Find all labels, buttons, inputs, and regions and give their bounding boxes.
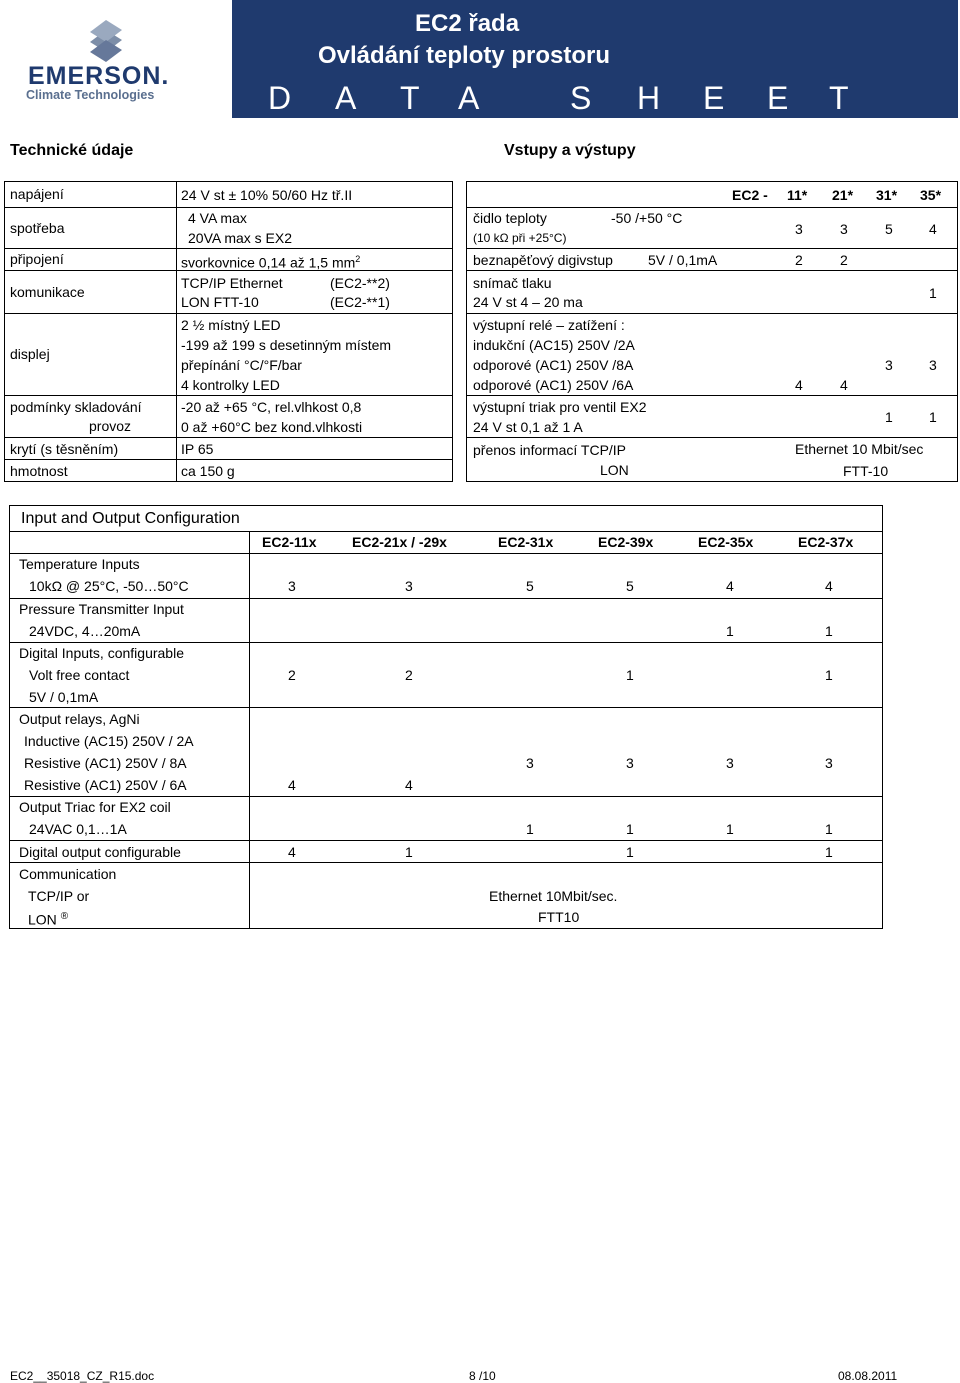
banner-letter: D: [268, 80, 292, 116]
config-col-header: EC2-21x / -29x: [352, 534, 447, 550]
row-divider: [10, 796, 882, 797]
config-relay-label: Output relays, AgNi: [19, 711, 140, 727]
value-komunikace-2-model: (EC2-**1): [330, 294, 390, 310]
io-cidlo-spec: (10 kΩ při +25°C): [473, 231, 567, 245]
config-temp-spec: 10kΩ @ 25°C, -50…50°C: [29, 578, 189, 594]
label-komunikace: komunikace: [10, 284, 85, 300]
config-temp-label: Temperature Inputs: [19, 556, 140, 572]
value-displej-2: -199 až 199 s desetinným místem: [181, 337, 392, 353]
row-divider: [5, 437, 452, 438]
row-divider: [10, 642, 882, 643]
row-divider: [5, 395, 452, 396]
config-temp-value: 3: [405, 578, 413, 594]
value-podminky-1: -20 až +65 °C, rel.vlhkost 0,8: [181, 399, 362, 415]
row-divider: [467, 270, 957, 271]
value-kryti: IP 65: [181, 441, 214, 457]
config-comm-label: Communication: [19, 866, 117, 882]
series-title: EC2 řada: [415, 10, 520, 37]
config-digout-value: 1: [405, 844, 413, 860]
io-rele-resistive-8a: odporové (AC1) 250V /8A: [473, 357, 634, 373]
value-spotreba-1: 4 VA max: [188, 210, 247, 226]
io-prenos-lon: LON: [600, 462, 629, 478]
io-label-triak: výstupní triak pro ventil EX2: [473, 399, 647, 415]
config-triac-value: 1: [726, 821, 734, 837]
io-prenos-ftt: FTT-10: [843, 463, 889, 479]
label-provoz: provoz: [89, 418, 132, 434]
io-cidlo-value: 4: [929, 221, 937, 237]
config-relay-8a-value: 3: [726, 755, 734, 771]
config-relay-inductive: Inductive (AC15) 250V / 2A: [24, 733, 194, 749]
row-divider: [10, 531, 882, 532]
value-podminky-2: 0 až +60°C bez kond.vlhkosti: [181, 419, 363, 435]
io-rele-6a-value: 4: [795, 377, 803, 393]
config-digin-label: Digital Inputs, configurable: [19, 645, 184, 661]
row-divider: [5, 313, 452, 314]
io-label-digivstup: beznapěťový digivstup: [473, 252, 613, 268]
row-divider: [5, 459, 452, 460]
config-triac-value: 1: [526, 821, 534, 837]
row-divider: [467, 437, 957, 438]
config-digin-value: 2: [405, 667, 413, 683]
row-divider: [467, 313, 957, 314]
config-digout-value: 4: [288, 844, 296, 860]
config-pressure-spec: 24VDC, 4…20mA: [29, 623, 141, 639]
label-podminky: podmínky skladování: [10, 399, 142, 415]
value-komunikace-1: TCP/IP Ethernet: [181, 275, 283, 291]
config-digin-spec-1: Volt free contact: [29, 667, 130, 683]
io-prenos-ethernet: Ethernet 10 Mbit/sec: [795, 441, 924, 457]
io-label-prenos: přenos informací TCP/IP: [473, 442, 627, 458]
value-napajeni: 24 V st ± 10% 50/60 Hz tř.II: [181, 187, 353, 203]
config-temp-value: 4: [825, 578, 833, 594]
config-col-header: EC2-31x: [498, 534, 554, 550]
config-temp-value: 5: [526, 578, 534, 594]
io-digivstup-value: 2: [840, 252, 848, 268]
config-relay-8a-value: 3: [825, 755, 833, 771]
label-spotreba: spotřeba: [10, 220, 65, 236]
config-col-header: EC2-11x: [262, 534, 317, 550]
io-label-cidlo: čidlo teploty: [473, 210, 547, 226]
row-divider: [10, 707, 882, 708]
footer-date: 08.08.2011: [838, 1369, 898, 1383]
footer-document-id: EC2__35018_CZ_R15.doc: [10, 1369, 155, 1383]
config-relay-resistive-6a: Resistive (AC1) 250V / 6A: [24, 777, 187, 793]
config-triac-value: 1: [626, 821, 634, 837]
io-rele-resistive-6a: odporové (AC1) 250V /6A: [473, 377, 634, 393]
value-displej-1: 2 ½ místný LED: [181, 317, 281, 333]
io-snimac-spec: 24 V st 4 – 20 ma: [473, 294, 583, 310]
value-displej-3: přepínání °C/°F/bar: [181, 357, 302, 373]
row-divider: [5, 207, 452, 208]
config-title: Input and Output Configuration: [21, 510, 240, 527]
io-triak-value: 1: [885, 409, 893, 425]
io-header-col: 31*: [876, 187, 898, 203]
logo-area: [0, 0, 232, 118]
config-triac-spec: 24VAC 0,1…1A: [29, 821, 127, 837]
config-comm-ftt: FTT10: [538, 909, 580, 925]
footer-page-number: 8 /10: [469, 1369, 496, 1383]
banner-letter: T: [400, 80, 420, 116]
brand-name: EMERSON.: [28, 62, 170, 90]
value-hmotnost: ca 150 g: [181, 463, 235, 479]
io-rele-8a-value: 3: [929, 357, 937, 373]
row-divider: [10, 598, 882, 599]
table-border: [9, 505, 883, 929]
section-heading-io: Vstupy a výstupy: [504, 142, 636, 159]
io-cidlo-value: 5: [885, 221, 893, 237]
label-kryti: krytí (s těsněním): [10, 441, 119, 457]
config-digin-value: 1: [825, 667, 833, 683]
config-digin-spec-2: 5V / 0,1mA: [29, 689, 99, 705]
config-triac-label: Output Triac for EX2 coil: [19, 799, 171, 815]
config-pressure-value: 1: [726, 623, 734, 639]
banner-letter: E: [703, 80, 725, 116]
banner-letter: S: [570, 80, 592, 116]
config-relay-resistive-8a: Resistive (AC1) 250V / 8A: [24, 755, 187, 771]
value-spotreba-2: 20VA max s EX2: [188, 230, 293, 246]
config-col-header: EC2-39x: [598, 534, 654, 550]
value-pripojeni: svorkovnice 0,14 až 1,5 $mm^2$: [181, 254, 361, 271]
row-divider: [467, 248, 957, 249]
emerson-logo-icon: [84, 12, 128, 64]
banner-letter: H: [637, 80, 661, 116]
io-snimac-value: 1: [929, 285, 937, 301]
io-triak-value: 1: [929, 409, 937, 425]
io-cidlo-value: 3: [795, 221, 803, 237]
io-label-snimac: snímač tlaku: [473, 275, 552, 291]
io-header-ec2: EC2 -: [732, 187, 768, 203]
config-pressure-value: 1: [825, 623, 833, 639]
row-divider: [467, 395, 957, 396]
row-divider: [10, 840, 882, 841]
value-komunikace-2: LON FTT-10: [181, 294, 259, 310]
io-digivstup-value: 2: [795, 252, 803, 268]
section-heading-technical: Technické údaje: [10, 142, 134, 159]
config-relay-6a-value: 4: [405, 777, 413, 793]
label-napajeni: napájení: [10, 186, 64, 202]
config-col-header: EC2-37x: [798, 534, 854, 550]
config-relay-8a-value: 3: [626, 755, 634, 771]
io-cidlo-value: 3: [840, 221, 848, 237]
config-pressure-label: Pressure Transmitter Input: [19, 601, 184, 617]
io-rele-6a-value: 4: [840, 377, 848, 393]
config-relay-6a-value: 4: [288, 777, 296, 793]
brand-subtitle: Climate Technologies: [26, 88, 155, 102]
io-header-col: 21*: [832, 187, 854, 203]
config-triac-value: 1: [825, 821, 833, 837]
config-digout-value: 1: [626, 844, 634, 860]
io-rele-8a-value: 3: [885, 357, 893, 373]
config-col-header: EC2-35x: [698, 534, 754, 550]
io-cidlo-range: -50 /+50 °C: [611, 210, 683, 226]
row-divider: [467, 207, 957, 208]
config-comm-ethernet: Ethernet 10Mbit/sec.: [489, 888, 618, 904]
label-hmotnost: hmotnost: [10, 463, 68, 479]
value-displej-4: 4 kontrolky LED: [181, 377, 280, 393]
banner-letter: E: [767, 80, 789, 116]
document-subtitle: Ovládání teploty prostoru: [318, 42, 611, 69]
io-triak-spec: 24 V st 0,1 až 1 A: [473, 419, 583, 435]
banner-letter: A: [458, 80, 480, 116]
io-header-col: 11*: [787, 187, 808, 203]
config-relay-8a-value: 3: [526, 755, 534, 771]
io-digivstup-spec: 5V / 0,1mA: [648, 252, 718, 268]
io-header-col: 35*: [920, 187, 942, 203]
config-digin-value: 1: [626, 667, 634, 683]
config-comm-tcpip: TCP/IP or: [28, 888, 90, 904]
banner-letter: A: [335, 80, 357, 116]
config-temp-value: 5: [626, 578, 634, 594]
row-divider: [10, 862, 882, 863]
io-label-rele: výstupní relé – zatížení :: [473, 317, 625, 333]
label-displej: displej: [10, 346, 50, 362]
config-digout-value: 1: [825, 844, 833, 860]
banner-letter: T: [829, 80, 849, 116]
config-temp-value: 4: [726, 578, 734, 594]
config-comm-lon: LON ®: [28, 911, 69, 928]
row-divider: [10, 553, 882, 554]
row-divider: [5, 248, 452, 249]
value-komunikace-1-model: (EC2-**2): [330, 275, 390, 291]
label-pripojeni: připojení: [10, 251, 64, 267]
config-temp-value: 3: [288, 578, 296, 594]
column-divider: [249, 531, 250, 928]
config-digout-label: Digital output configurable: [19, 844, 181, 860]
io-rele-inductive: indukční (AC15) 250V /2A: [473, 337, 635, 353]
config-digin-value: 2: [288, 667, 296, 683]
